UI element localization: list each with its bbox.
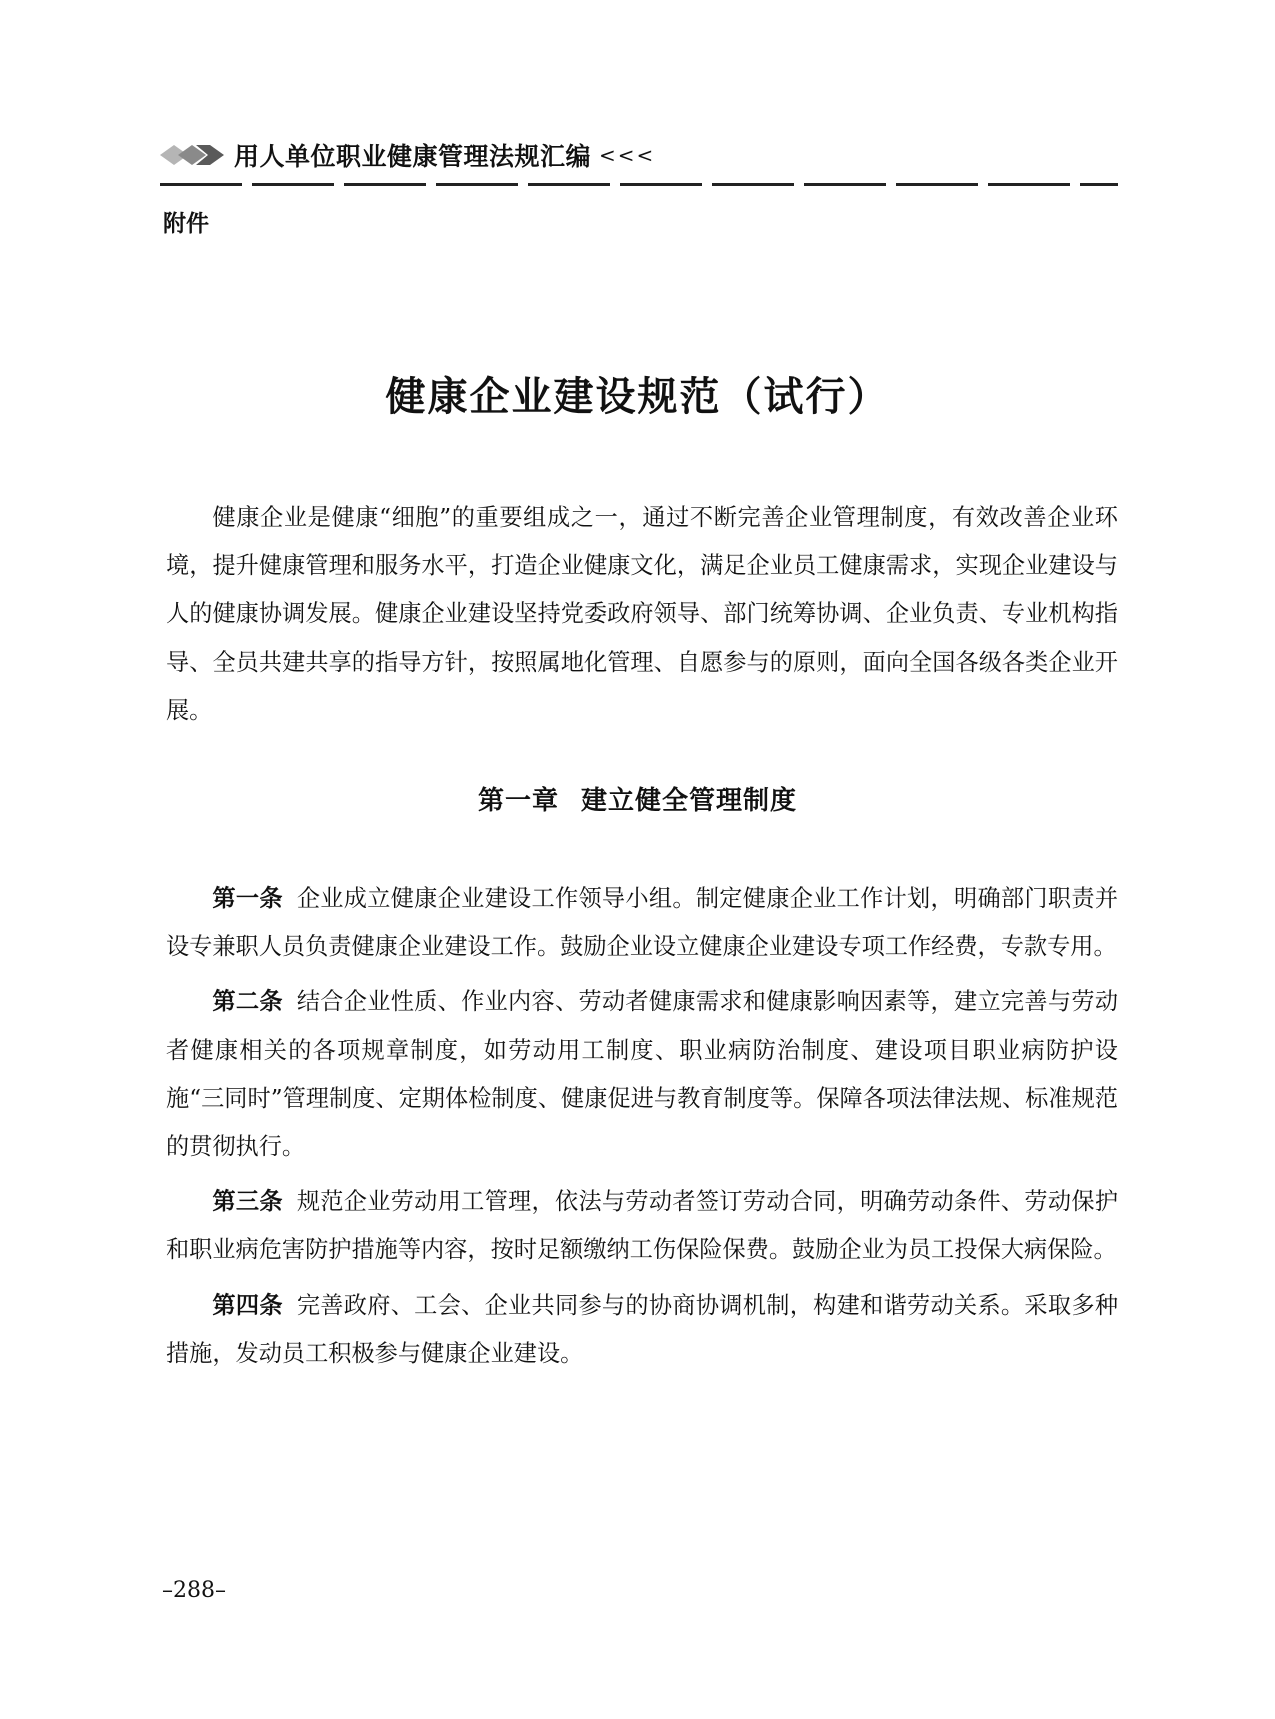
double-chevron-arrow-icon — [160, 143, 226, 167]
article-list — [166, 875, 1118, 1385]
attachment-label: 附件 — [163, 211, 209, 237]
article-text: 规范企业劳动用工管理，依法与劳动者签订劳动合同，明确劳动条件、劳动保护和职业病危害防护措施等内容，按时足额缴纳工伤保险保费。鼓励企业为员工投保大病保险。 — [166, 1188, 1119, 1264]
header-dashed-rule — [160, 183, 1118, 186]
article-1 — [166, 875, 1118, 971]
article-label: 第一条 — [212, 885, 283, 912]
article-label: 第三条 — [212, 1188, 283, 1216]
article-label: 第四条 — [212, 1291, 283, 1319]
running-header — [160, 137, 1118, 173]
article-3 — [166, 1178, 1118, 1274]
book-title: 用人单位职业健康管理法规汇编 — [234, 142, 592, 171]
chapter-heading — [0, 780, 1275, 817]
document-title: 健康企业建设规范（试行） — [385, 373, 890, 420]
chapter-title: 建立健全管理制度 — [581, 786, 798, 816]
article-text: 结合企业性质、作业内容、劳动者健康需求和健康影响因素等，建立完善与劳动者健康相关的各项规章制度，如劳动用工制度、职业病防治制度、建设项目职业病防护设施“三同时”管理制度、定期体检制度、健康促进与教育制度等。保障各项法律法规、标准规范的贯彻执行。 — [166, 988, 1119, 1161]
page-number: –288– — [162, 1578, 226, 1603]
article-label: 第二条 — [212, 988, 283, 1016]
article-text: 企业成立健康企业建设工作领导小组。制定健康企业工作计划，明确部门职责并设专兼职人员负责健康企业建设工作。鼓励企业设立健康企业建设专项工作经费，专款专用。 — [166, 885, 1119, 961]
chapter-number: 第一章 — [477, 786, 559, 816]
article-text: 完善政府、工会、企业共同参与的协商协调机制，构建和谐劳动关系。采取多种措施，发动员工积极参与健康企业建设。 — [166, 1291, 1119, 1367]
article-2 — [166, 978, 1118, 1171]
header-marks: <<< — [599, 143, 656, 167]
intro-paragraph: 健康企业是健康“细胞”的重要组成之一，通过不断完善企业管理制度，有效改善企业环境，提升健康管理和服务水平，打造企业健康文化，满足企业员工健康需求，实现企业建设与人的健康协调发展。健康企业建设坚持党委政府领导、部门统筹协调、企业负责、专业机构指导、全员共建共享的指导方针，按照属地化管理、自愿参与的原则，面向全国各级各类企业开展。 — [166, 504, 1118, 724]
article-4 — [166, 1282, 1118, 1378]
